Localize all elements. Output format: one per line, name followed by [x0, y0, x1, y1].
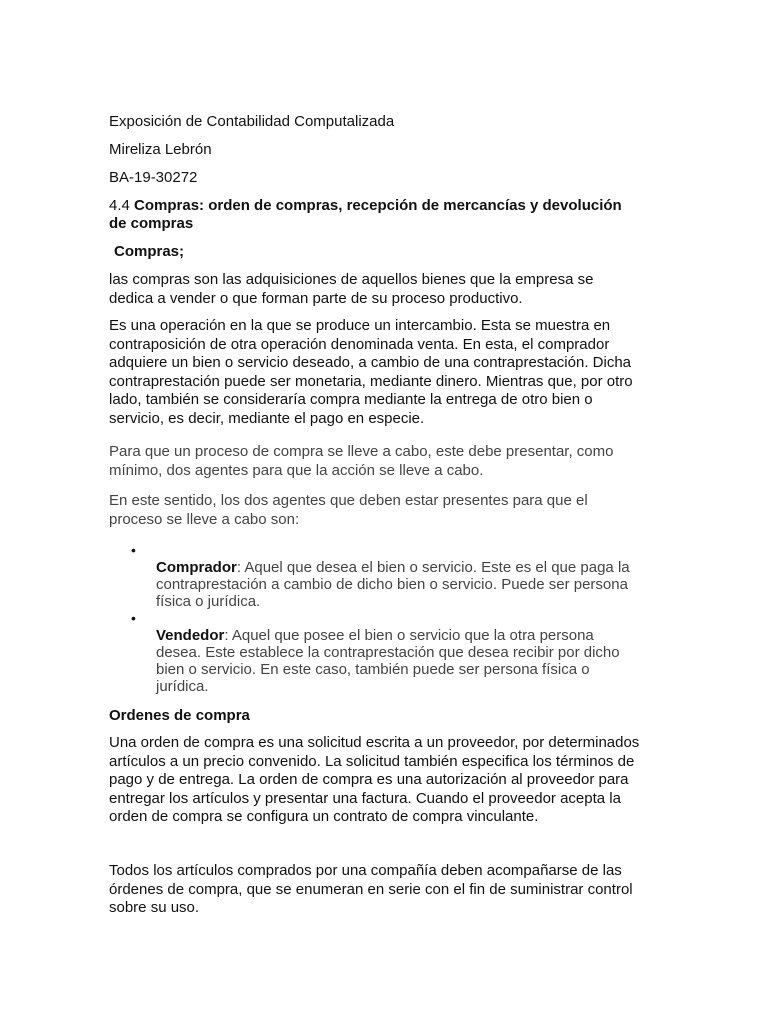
term-vendedor: Vendedor	[156, 627, 225, 644]
ordenes-heading: Ordenes de compra	[109, 707, 250, 724]
paragraph-orden-compra-control: Todos los artículos comprados por una compañía deben acompañarse de las órdenes de compra, que se enumeran en serie con el fin de suministrar control sobre su uso.	[109, 862, 633, 917]
paragraph-orden-compra-definition: Una orden de compra es una solicitud escrita a un proveedor, por determinados artículos a un precio convenido. La solicitud también especifica los términos de pago y de entrega. La orden de compra es una autorización al proveedor para entregar los artículos y presentar una factura. Cuando el proveedor acepta la orden de compra se configura un contrato de compra vinculante.	[109, 734, 640, 826]
list-item-vendedor	[109, 610, 669, 695]
paragraph-compras-operacion: Es una operación en la que se produce un intercambio. Esta se muestra en contraposición de otra operación denominada venta. En esta, el comprador adquiere un bien o servicio deseado, a cambio de una contraprestación. Dicha contraprestación puede ser monetaria, mediante dinero. Mientras que, por otro lado, también se consideraría compra mediante la entrega de otro bien o servicio, es decir, mediante el pago en especie.	[109, 317, 633, 427]
bullet-icon: •	[131, 610, 136, 626]
student-id: BA-19-30272	[109, 169, 198, 186]
bullet-icon: •	[131, 542, 136, 558]
section-number: 4.4	[109, 197, 130, 214]
section-heading	[109, 197, 622, 215]
comprador-description: : Aquel que desea el bien o servicio. Este es el que paga la contraprestación a cambio de dicho bien o servicio. Puede ser persona física o jurídica.	[156, 559, 630, 610]
term-comprador: Comprador	[156, 559, 237, 576]
paragraph-agentes-intro: Para que un proceso de compra se lleve a cabo, este debe presentar, como mínimo, dos agentes para que la acción se lleve a cabo.	[109, 443, 614, 479]
agentes-list	[109, 542, 669, 695]
author-name: Mireliza Lebrón	[109, 141, 212, 158]
document-title: Exposición de Contabilidad Computalizada	[109, 113, 395, 130]
section-heading-line1: Compras: orden de compras, recepción de mercancías y devolución	[134, 197, 622, 214]
section-heading-line2: de compras	[109, 215, 194, 232]
paragraph-agentes-lista-intro: En este sentido, los dos agentes que deben estar presentes para que el proceso se lleve a cabo son:	[109, 492, 588, 528]
compras-subheading: Compras;	[114, 243, 185, 260]
list-item-comprador	[109, 542, 669, 610]
vendedor-description: : Aquel que posee el bien o servicio que la otra persona desea. Este establece la contraprestación que desea recibir por dicho bien o servicio. En este caso, también puede ser persona física o jurídica.	[156, 627, 620, 695]
paragraph-compras-definition: las compras son las adquisiciones de aquellos bienes que la empresa se dedica a vender o que forman parte de su proceso productivo.	[109, 271, 594, 307]
